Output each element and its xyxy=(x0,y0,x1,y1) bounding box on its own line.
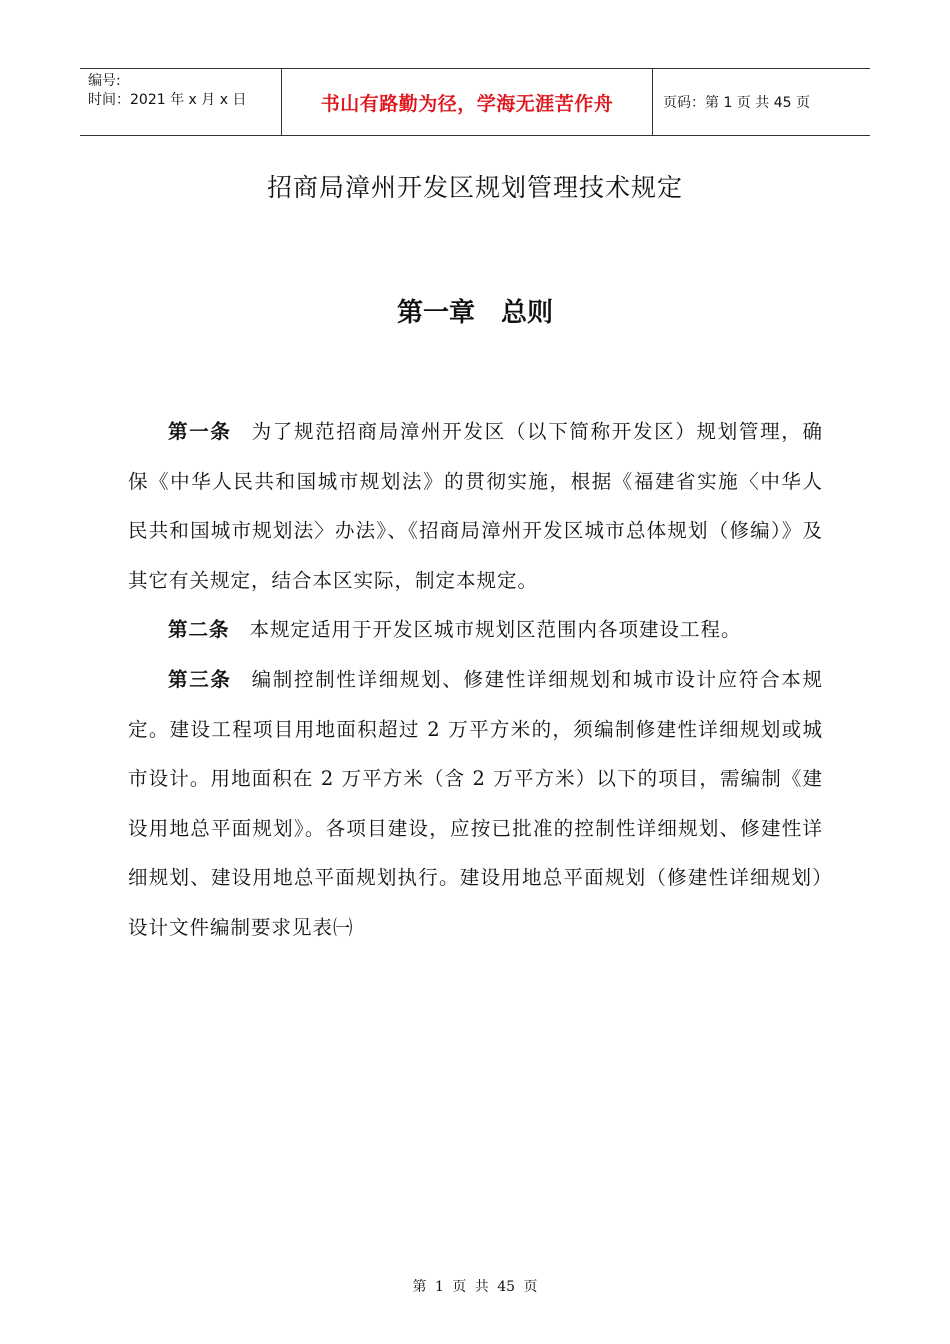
header-meta-cell xyxy=(80,69,281,135)
serial-number-label: 编号: xyxy=(88,73,121,89)
page-footer: 第 1 页 共 45 页 xyxy=(412,1279,538,1295)
document-body xyxy=(128,407,823,953)
article-label: 第二条 xyxy=(168,618,230,642)
article-label: 第一条 xyxy=(168,420,232,443)
document-title: 招商局漳州开发区规划管理技术规定 xyxy=(266,173,683,202)
article-label: 第三条 xyxy=(168,667,232,691)
chapter-title: 第一章 总则 xyxy=(396,298,553,328)
header-table xyxy=(80,68,870,136)
header-motto-cell xyxy=(281,69,653,135)
article-text: 编制控制性详细规划、修建性详细规划和城市设计应符合本规定。建设工程项目用地面积超过 2 万平方米的，须编制修建性详细规划或城市设计。用地面积在 2 万平方米（含 2 万平方米）以下的项目，需编制《建设用地总平面规划》。各项目建设，应按已批准的控制性详细规划、修建性详细规划、建设用地总平面规划执行。建设用地总平面规划（修建性详细规划）设计文件编制要求见表㈠ xyxy=(128,667,823,939)
article-text: 本规定适用于开发区城市规划区范围内各项建设工程。 xyxy=(249,618,742,642)
article-text: 为了规范招商局漳州开发区（以下简称开发区）规划管理，确保《中华人民共和国城市规划法》的贯彻实施，根据《福建省实施〈中华人民共和国城市规划法〉办法》、《招商局漳州开发区城市总体规划（修编）》及其它有关规定，结合本区实际，制定本规定。 xyxy=(128,420,823,592)
date-label: 时间：2021 年 x 月 x 日 xyxy=(88,92,247,108)
article-3 xyxy=(128,655,823,953)
article-2 xyxy=(128,605,823,655)
motto-text: 书山有路勤为径，学海无涯苦作舟 xyxy=(320,92,614,115)
page-info: 页码：第 1 页 共 45 页 xyxy=(663,95,810,111)
article-1 xyxy=(128,407,823,605)
header-page-cell xyxy=(653,69,870,135)
